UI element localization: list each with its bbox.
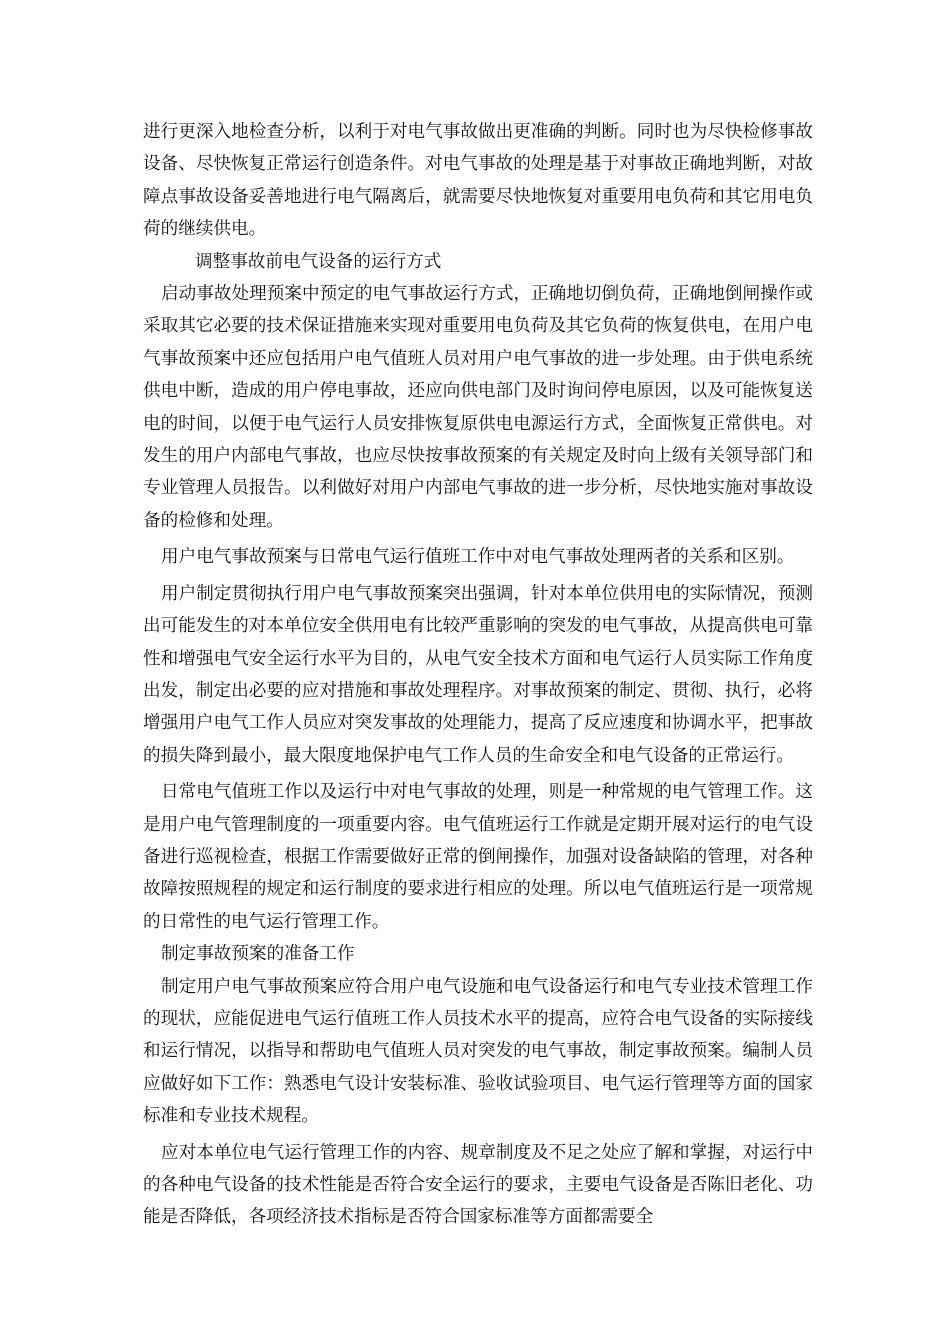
paragraph-5: 日常电气值班工作以及运行中对电气事故的处理，则是一种常规的电气管理工作。这是用户电气管理制度的一项重要内容。电气值班运行工作就是定期开展对运行的电气设备进行巡视检查，根据工作需要做好正常的倒闸操作，加强对设备缺陷的管理，对各种故障按照规程的规定和运行制度的要求进行相应的处理。所以电气值班运行是一项常规的日常性的电气运行管理工作。 (143, 782, 813, 932)
paragraph-6: 制定用户电气事故预案应符合用户电气设施和电气设备运行和电气专业技术管理工作的现状，应能促进电气运行值班工作人员技术水平的提高，应符合电气设备的实际接线和运行情况，以指导和帮助电气值班人员对突发的电气事故，制定事故预案。编制人员应做好如下工作：熟悉电气设计安装标准、验收试验项目、电气运行管理等方面的国家标准和专业技术规程。 (143, 976, 813, 1127)
paragraph-3: 用户电气事故预案与日常电气运行值班工作中对电气事故处理两者的关系和区别。 (161, 547, 795, 568)
paragraph-1: 进行更深入地检查分析，以利于对电气事故做出更准确的判断。同时也为尽快检修事故设备、尽快恢复正常运行创造条件。对电气事故的处理是基于对事故正确地判断，对故障点事故设备妥善地进行电气隔离后，就需要尽快地恢复对重要用电负荷和其它用电负荷的继续供电。 (143, 122, 813, 240)
paragraph-2: 启动事故处理预案中预定的电气事故运行方式，正确地切倒负荷，正确地倒闸操作或采取其它必要的技术保证措施来实现对重要用电负荷及其它负荷的恢复供电，在用户电气事故预案中还应包括用户电气值班人员对用户电气事故的进一步处理。由于供电系统供电中断，造成的用户停电事故，还应向供电部门及时询问停电原因，以及可能恢复送电的时间，以便于电气运行人员安排恢复原供电电源运行方式，全面恢复正常供电。对发生的用户内部电气事故，也应尽快按事故预案的有关规定及时向上级有关领导部门和专业管理人员报告。以利做好对用户内部电气事故的进一步分析，尽快地实施对事故设备的检修和处理。 (143, 284, 813, 531)
paragraph-4: 用户制定贯彻执行用户电气事故预案突出强调，针对本单位供用电的实际情况，预测出可能发生的对本单位安全供用电有比较严重影响的突发的电气事故，从提高供电可靠性和增强电气安全运行水平为目的，从电气安全技术方面和电气运行人员实际工作角度出发，制定出必要的应对措施和事故处理程序。对事故预案的制定、贯彻、执行，必将增强用户电气工作人员应对突发事故的处理能力，提高了反应速度和协调水平，把事故的损失降到最小，最大限度地保护电气工作人员的生命安全和电气设备的正常运行。 (143, 583, 813, 766)
document-page (143, 116, 813, 1234)
section-heading-adjust-operation-mode: 调整事故前电气设备的运行方式 (195, 251, 442, 272)
paragraph-7: 应对本单位电气运行管理工作的内容、规章制度及不足之处应了解和掌握，对运行中的各种电气设备的技术性能是否符合安全运行的要求，主要电气设备是否陈旧老化、功能是否降低，各项经济技术指标是否符合国家标准等方面都需要全 (143, 1142, 813, 1228)
section-heading-preparation-work: 制定事故预案的准备工作 (161, 944, 355, 965)
